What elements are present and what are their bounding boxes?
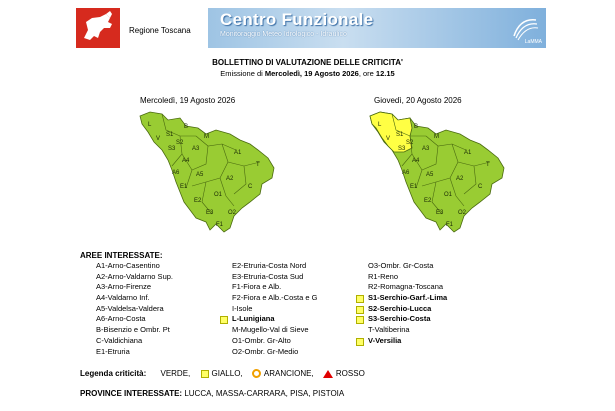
svg-text:V: V <box>386 136 391 142</box>
red-triangle-icon <box>323 370 333 378</box>
yellow-square-icon <box>201 370 209 378</box>
area-item: T-Valtiberina <box>368 325 410 335</box>
tuscany-map-today <box>136 106 286 241</box>
svg-text:L: L <box>378 122 382 128</box>
svg-text:V: V <box>156 136 161 142</box>
svg-text:A1: A1 <box>234 150 242 156</box>
area-item: F2-Fiora e Alb.-Costa e G <box>232 293 318 303</box>
svg-text:T: T <box>256 162 260 168</box>
area-item: F1-Fiora e Alb. <box>232 282 282 292</box>
provinces-label: PROVINCE INTERESSATE: <box>80 389 183 398</box>
svg-text:C: C <box>248 184 253 190</box>
area-item: M-Mugello-Val di Sieve <box>232 325 309 335</box>
svg-text:S3: S3 <box>168 146 176 152</box>
area-item: O1-Ombr. Gr-Alto <box>232 335 291 345</box>
svg-text:T: T <box>486 162 490 168</box>
orange-circle-icon <box>252 369 261 378</box>
yellow-alert-marker-icon <box>356 338 364 346</box>
bulletin-title: BOLLETTINO DI VALUTAZIONE DELLE CRITICITA' <box>212 58 403 67</box>
area-item-flagged: S2-Serchio-Lucca <box>368 304 447 315</box>
svg-text:E1: E1 <box>180 184 188 190</box>
legend-giallo: GIALLO, <box>211 369 243 378</box>
yellow-alert-marker-icon <box>356 316 364 324</box>
svg-text:E2: E2 <box>194 198 202 204</box>
svg-text:A4: A4 <box>412 158 420 164</box>
area-item: R2-Romagna-Toscana <box>368 282 444 292</box>
yellow-alert-marker-icon <box>356 295 364 303</box>
bulletin-emission: Emissione di Mercoledì, 19 Agosto 2026, ore 12.15 <box>220 69 395 78</box>
area-item-flagged: S1-Serchio-Garf.-Lima <box>368 293 447 304</box>
yellow-alert-marker-icon <box>220 316 228 324</box>
svg-text:B: B <box>414 124 419 130</box>
svg-text:F1: F1 <box>216 222 224 228</box>
area-item: A3-Arno-Firenze <box>96 282 152 292</box>
svg-text:A3: A3 <box>192 146 200 152</box>
area-item: E1-Etruria <box>96 346 130 356</box>
area-item: C-Valdichiana <box>96 335 143 345</box>
svg-text:A5: A5 <box>426 172 434 178</box>
area-item: A4-Valdarno Inf. <box>96 293 150 303</box>
svg-text:M: M <box>204 134 209 140</box>
area-item: R1-Reno <box>368 271 399 281</box>
svg-text:E3: E3 <box>436 210 444 216</box>
legend-verde: VERDE, <box>160 369 191 378</box>
map-today-date: Mercoledì, 19 Agosto 2026 <box>140 96 236 105</box>
areas-column-3 <box>368 261 447 347</box>
legend-arancione: ARANCIONE, <box>263 369 314 378</box>
region-name: Regione Toscana <box>129 26 191 35</box>
svg-text:S3: S3 <box>398 146 406 152</box>
provinces-line <box>80 389 344 398</box>
area-item-flagged: S3-Serchio-Costa <box>368 314 447 325</box>
tuscany-map-tomorrow <box>366 106 516 241</box>
area-item: O2-Ombr. Gr-Medio <box>232 346 299 356</box>
svg-text:O1: O1 <box>214 192 223 198</box>
areas-heading: AREE INTERESSATE: <box>80 251 163 260</box>
svg-text:A2: A2 <box>456 176 464 182</box>
area-item-flagged: V-Versilia <box>368 336 447 347</box>
area-item: A5-Valdelsa-Valdera <box>96 303 164 313</box>
svg-text:M: M <box>434 134 439 140</box>
svg-text:E2: E2 <box>424 198 432 204</box>
svg-text:S2: S2 <box>176 140 184 146</box>
svg-text:S1: S1 <box>166 132 174 138</box>
svg-text:A6: A6 <box>172 170 180 176</box>
centro-funzionale-banner <box>208 8 546 48</box>
regione-toscana-logo <box>76 8 120 48</box>
svg-text:A4: A4 <box>182 158 190 164</box>
legend-label: Legenda criticità: <box>80 369 147 378</box>
area-item: E2-Etruria-Costa Nord <box>232 261 307 270</box>
svg-text:L: L <box>148 122 152 128</box>
criticality-legend <box>80 369 369 378</box>
area-item: A1-Arno-Casentino <box>96 261 160 270</box>
svg-text:C: C <box>478 184 483 190</box>
svg-text:A3: A3 <box>422 146 430 152</box>
area-item: E3-Etruria-Costa Sud <box>232 271 304 281</box>
yellow-alert-zone <box>370 112 412 152</box>
map-tomorrow-date: Giovedì, 20 Agosto 2026 <box>374 96 462 105</box>
area-item: I-Isole <box>232 303 253 313</box>
banner-title: Centro Funzionale <box>220 10 374 29</box>
svg-text:E1: E1 <box>410 184 418 190</box>
area-item: O3-Ombr. Gr-Costa <box>368 261 434 270</box>
area-item: A6-Arno-Costa <box>96 314 146 324</box>
svg-text:B: B <box>184 124 189 130</box>
areas-column-1 <box>96 261 173 357</box>
svg-text:A2: A2 <box>226 176 234 182</box>
svg-text:S1: S1 <box>396 132 404 138</box>
yellow-alert-marker-icon <box>356 306 364 314</box>
svg-text:O1: O1 <box>444 192 453 198</box>
svg-text:F1: F1 <box>446 222 454 228</box>
svg-text:A6: A6 <box>402 170 410 176</box>
area-item-flagged: L-Lunigiana <box>232 314 317 325</box>
provinces-value: LUCCA, MASSA-CARRARA, PISA, PISTOIA <box>184 389 345 398</box>
banner-subtitle: Monitoraggio Meteo Idrologico - Idraulico <box>220 31 347 38</box>
area-item: A2-Arno-Valdarno Sup. <box>96 271 173 281</box>
svg-text:S2: S2 <box>406 140 414 146</box>
area-item: B-Bisenzio e Ombr. Pt <box>96 325 170 335</box>
lamma-logo-text: LaMMA <box>524 39 542 45</box>
svg-text:O2: O2 <box>228 210 237 216</box>
svg-text:A1: A1 <box>464 150 472 156</box>
legend-rosso: ROSSO <box>335 369 365 378</box>
areas-column-2 <box>232 261 317 357</box>
header <box>76 8 546 48</box>
svg-text:O2: O2 <box>458 210 467 216</box>
svg-text:A5: A5 <box>196 172 204 178</box>
svg-text:E3: E3 <box>206 210 214 216</box>
